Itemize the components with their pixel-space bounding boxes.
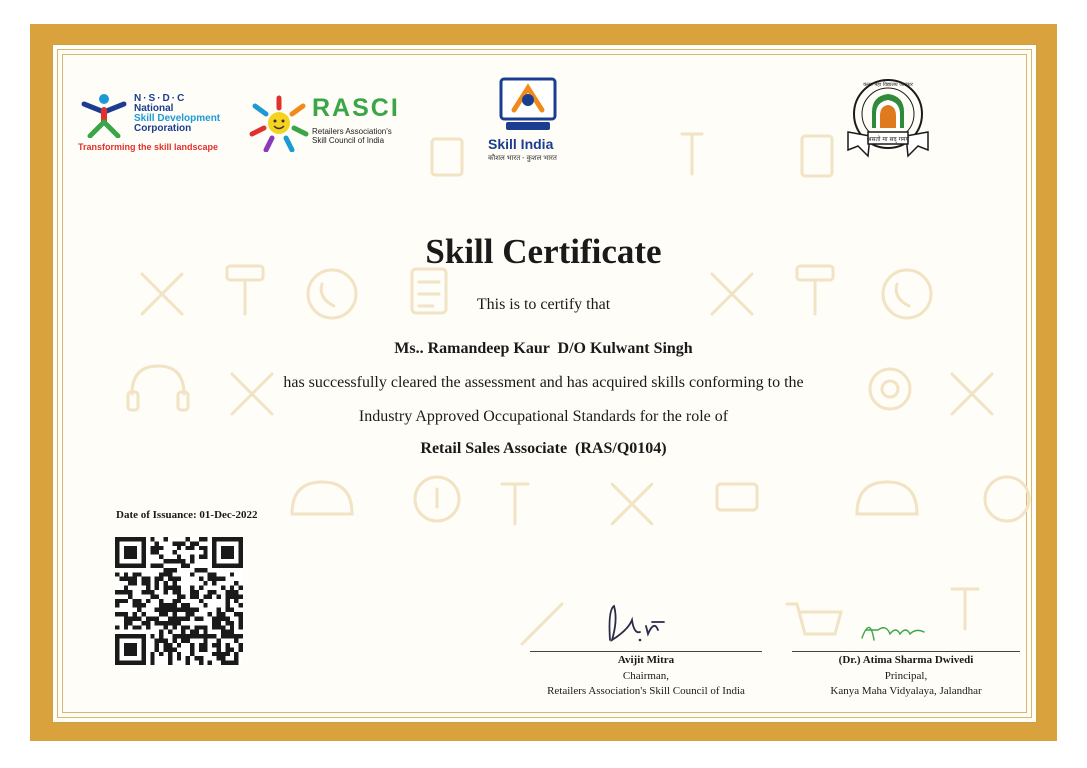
nsdc-tagline: Transforming the skill landscape	[78, 142, 219, 152]
skill-india-name: Skill India	[488, 136, 554, 152]
certificate-title: Skill Certificate	[425, 232, 662, 271]
job-role: Retail Sales Associate (RAS/Q0104)	[420, 440, 667, 457]
rasci-subtitle	[312, 127, 392, 145]
nsdc-logo	[78, 92, 238, 154]
rasci-sub-line-2: Skill Council of India	[312, 136, 385, 145]
kmv-top-text: कन्या महा विद्यालय जालंधर	[863, 82, 913, 88]
scissors-watermark-icon	[612, 484, 652, 524]
qr-code[interactable]	[115, 537, 243, 665]
atima-sharma-signature	[856, 612, 936, 648]
nsdc-line-2: Skill Development	[134, 113, 221, 124]
cup-watermark-icon	[432, 139, 462, 175]
signatory-2-name: (Dr.) Atima Sharma Dwivedi	[838, 654, 974, 666]
nsdc-wordmark	[134, 94, 220, 134]
hammer-watermark-icon	[502, 484, 528, 524]
signatory-1-org: Retailers Association's Skill Council of India	[547, 685, 745, 697]
recipient-name: Ms.. Ramandeep Kaur D/O Kulwant Singh	[394, 340, 693, 357]
signatory-2-org: Kanya Maha Vidyalaya, Jalandhar	[830, 685, 982, 697]
signatory-1-name: Avijit Mitra	[617, 654, 675, 666]
cart-watermark-icon	[787, 604, 841, 634]
rasci-name: RASCI	[312, 94, 400, 122]
nsdc-figure-icon	[78, 92, 130, 138]
nsdc-line-3: Corporation	[134, 123, 192, 134]
pencil-watermark-icon	[522, 604, 562, 644]
certificate-body-line-2: Industry Approved Occupational Standards for the role of	[358, 408, 729, 425]
rasci-sub-line-1: Retailers Association's	[312, 127, 392, 136]
skill-india-monitor-icon	[498, 76, 558, 134]
helmet-watermark-icon	[292, 482, 352, 514]
hammer2-watermark-icon	[952, 589, 978, 629]
skill-india-logo	[480, 76, 580, 172]
nsdc-abbr: N·S·D·C	[134, 93, 187, 104]
certificate-body-line-1: has successfully cleared the assessment and has acquired skills conforming to the	[283, 374, 804, 391]
certificate-intro: This is to certify that	[476, 296, 611, 313]
issuance-date: Date of Issuance: 01-Dec-2022	[116, 509, 258, 521]
rasci-figures-icon	[248, 94, 310, 152]
helmet2-watermark-icon	[857, 482, 917, 514]
nsdc-line-1: National	[134, 103, 174, 114]
clipboard-watermark-icon	[802, 136, 832, 176]
bulb-watermark-icon	[415, 477, 459, 521]
sewing-watermark-icon	[717, 484, 757, 510]
signatory-1-title: Chairman,	[622, 670, 670, 682]
kmv-motto: असतो मा सद् गमय	[866, 136, 910, 143]
bulb2-watermark-icon	[985, 477, 1029, 521]
signatory-2-title: Principal,	[884, 670, 928, 682]
rasci-logo	[248, 94, 413, 154]
signature-line-2	[792, 651, 1020, 652]
kmv-seal-icon	[838, 72, 938, 172]
signature-line-1	[530, 651, 762, 652]
avijit-mitra-signature	[598, 600, 678, 648]
kmv-emblem	[838, 72, 938, 172]
tools3-watermark-icon	[682, 134, 702, 174]
skill-india-tagline: कौशल भारत - कुशल भारत	[488, 155, 557, 162]
